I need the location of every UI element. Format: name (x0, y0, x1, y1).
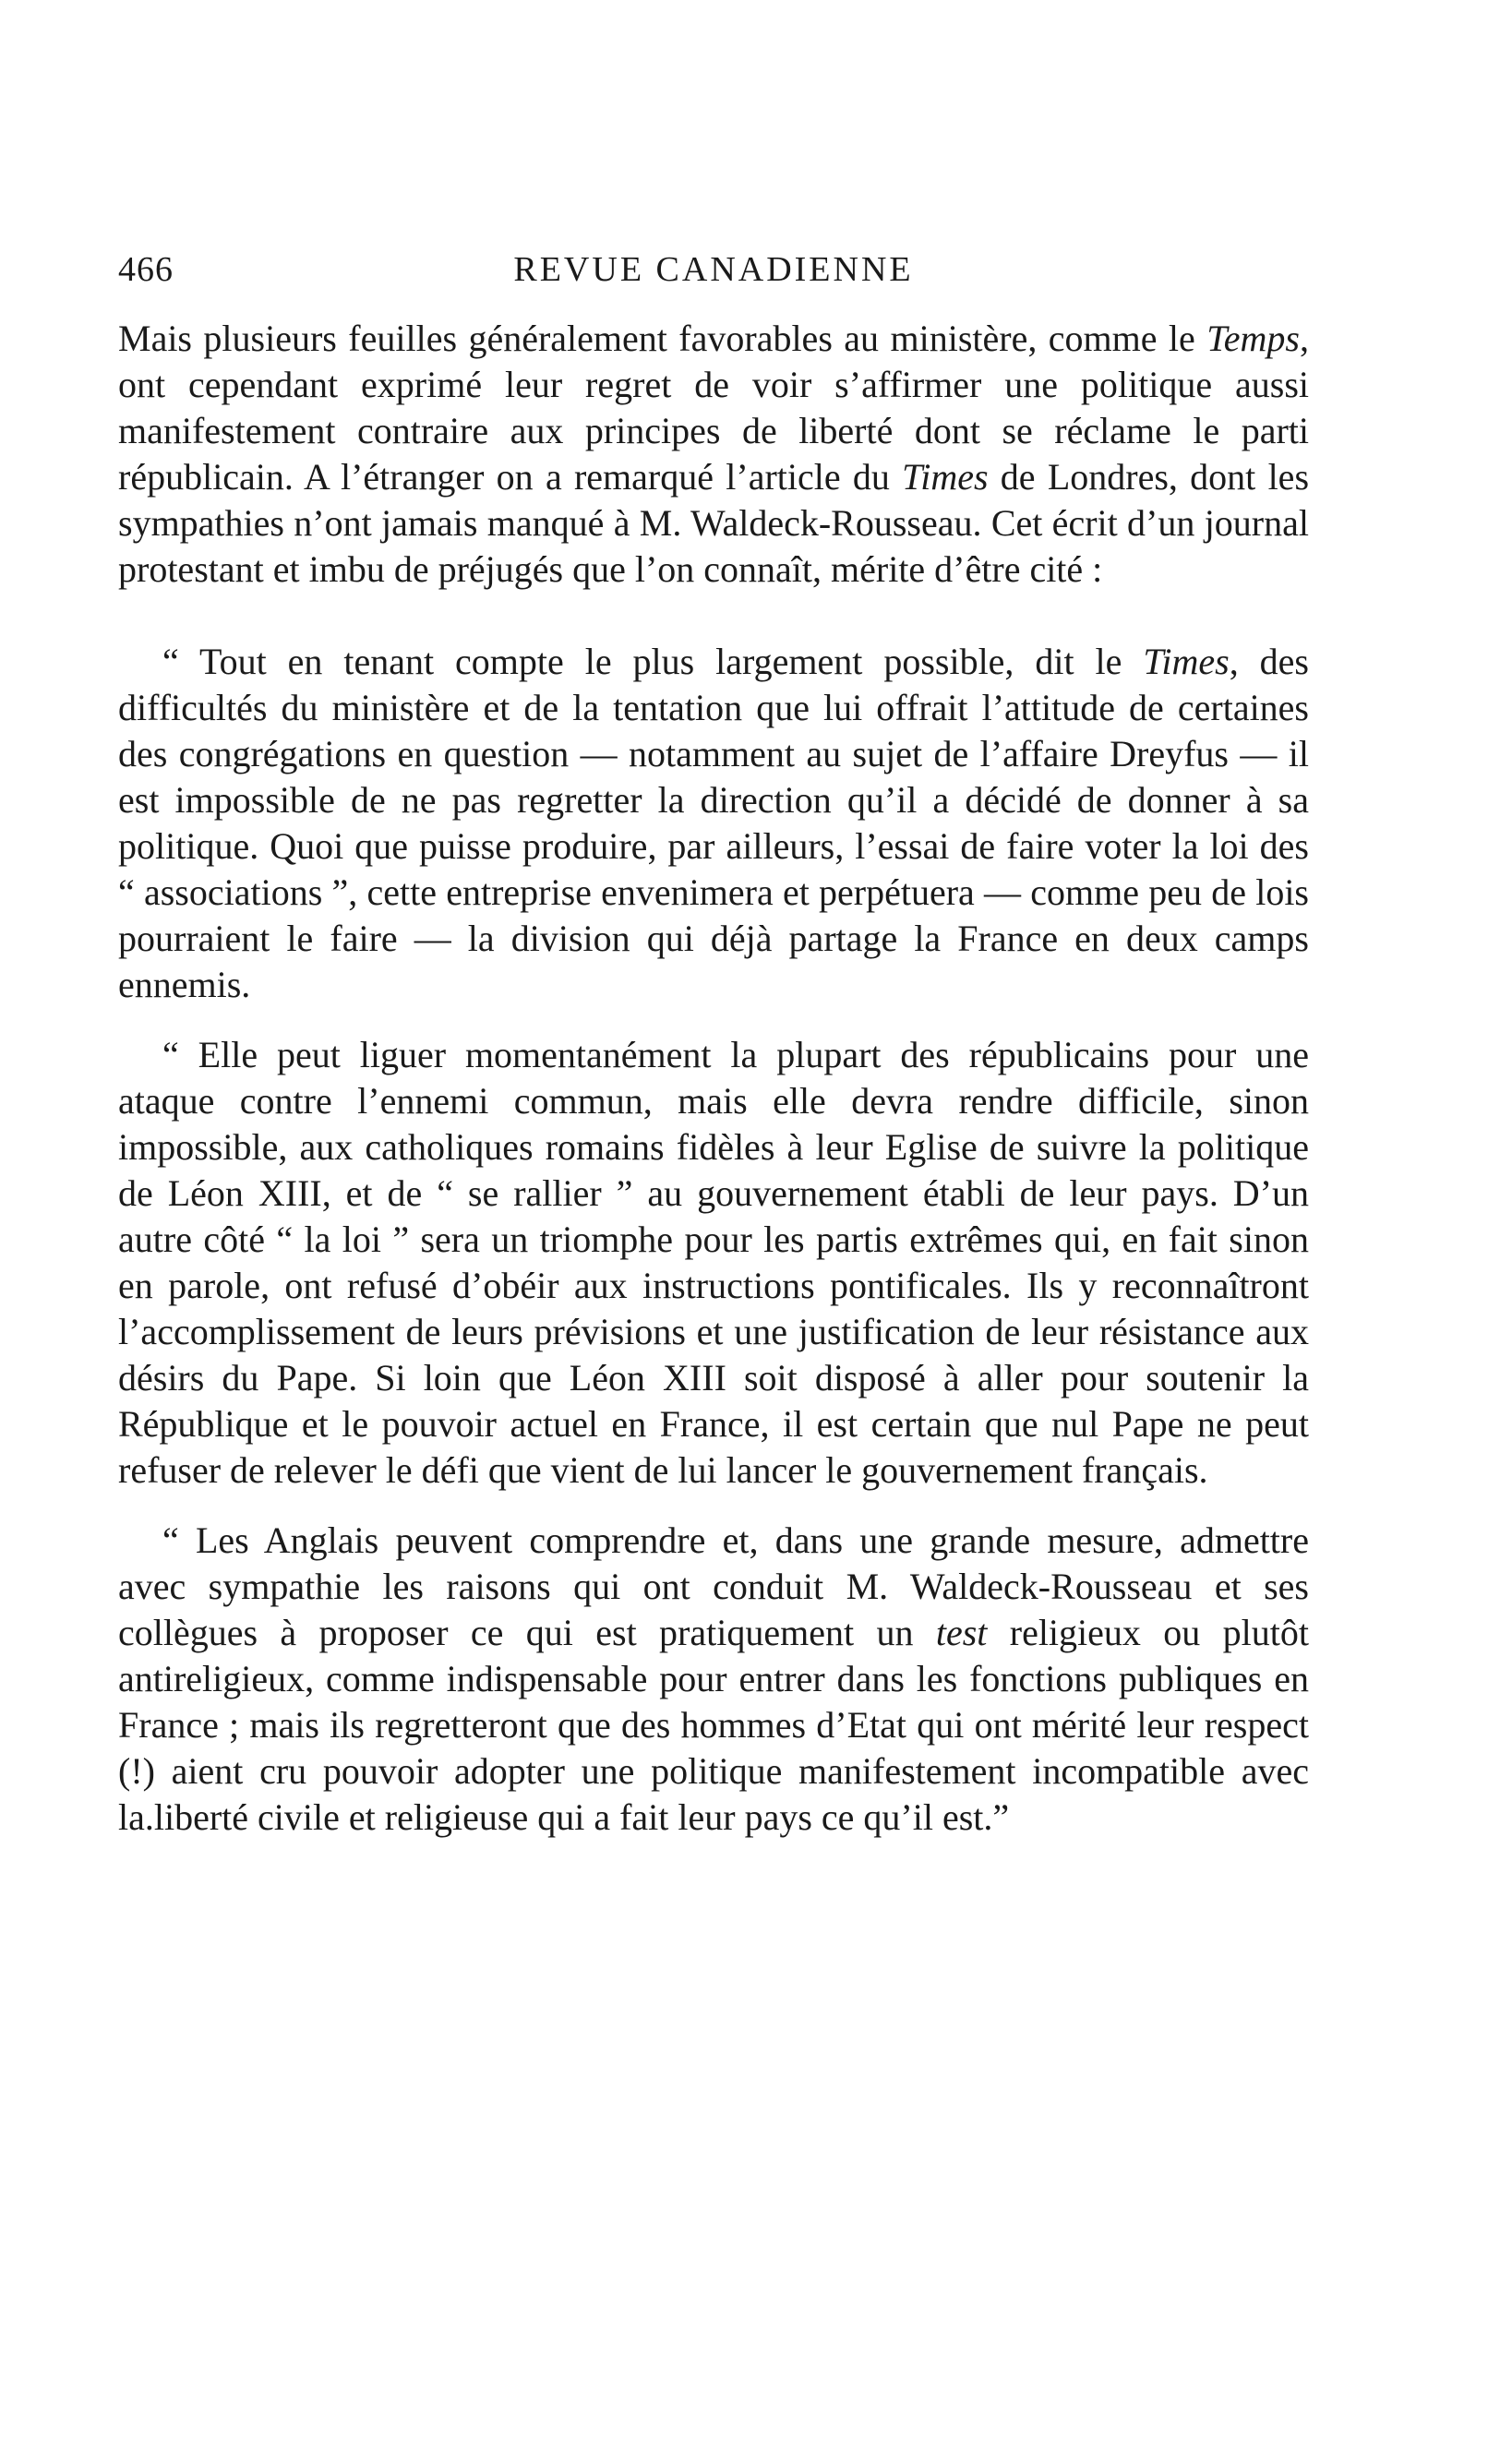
newspaper-name-times: Times (902, 456, 989, 498)
quote3-text-1: “ Les Anglais peuvent comprendre et, dans une grande mesure, admettre avec sympathie les raisons qui ont conduit M. Waldeck-Rousseau et ses collègues à proposer ce qui est pratiquement un (118, 1519, 1309, 1653)
body-text (118, 316, 1309, 1841)
intro-text-2: , ont cependant exprimé leur regret de voir s’affirmer une politique aussi manifestement contraire aux principes de liberté dont se réclame le parti républicain. A l’étranger on a remarqué l’article du (118, 318, 1309, 498)
intro-text-3: de Londres, dont les sympathies n’ont jamais manqué à M. Waldeck-Rousseau. Cet écrit d’un journal protestant et imbu de préjugés que l’on connaît, mérite d’être cité : (118, 456, 1310, 590)
intro-text-1: Mais plusieurs feuilles généralement favorables au ministère, comme le (118, 318, 1207, 359)
quote-paragraph-3 (118, 1518, 1309, 1841)
running-head (118, 249, 1309, 305)
quotation (118, 639, 1309, 1841)
quote-paragraph-1 (118, 639, 1309, 1008)
newspaper-name-temps: Temps (1206, 318, 1300, 359)
journal-title: REVUE CANADIENNE (513, 250, 914, 289)
page (118, 249, 1309, 1865)
quote1-text-1: “ Tout en tenant compte le plus largement possible, dit le (162, 641, 1144, 682)
newspaper-name-times-quote: Times (1143, 641, 1230, 682)
quote1-text-2: , des difficultés du ministère et de la tentation que lui offrait l’attitude de certaines des congrégations en question — notamment au sujet de l’affaire Dreyfus — il est impossible de ne pas regretter la direction qu’il a décidé de donner à sa politique. Quoi que puisse produire, par ailleurs, l’essai de faire voter la loi des “ associations ”, cette entreprise envenimera et perpétuera — comme peu de lois pourraient le faire — la division qui déjà partage la France en deux camps ennemis. (118, 641, 1309, 1005)
intro-paragraph (118, 316, 1309, 593)
italic-word-test: test (935, 1612, 988, 1653)
quote3-text-2: religieux ou plutôt antireligieux, comme indispensable pour entrer dans les fonctions publiques en France ; mais ils regretteront que des hommes d’Etat qui ont mérité leur respect (!) aient cru pouvoir adopter une politique manifestement incompatible avec la.liberté civile et religieuse qui a fait leur pays ce qu’il est.” (118, 1612, 1309, 1838)
quote-paragraph-2 (118, 1032, 1309, 1494)
page-number: 466 (118, 250, 174, 289)
quote2-text: “ Elle peut liguer momentanément la plupart des républicains pour une ataque contre l’ennemi commun, mais elle devra rendre difficile, sinon impossible, aux catholiques romains fidèles à leur Eglise de suivre la politique de Léon XIII, et de “ se rallier ” au gouvernement établi de leur pays. D’un autre côté “ la loi ” sera un triomphe pour les partis extrêmes qui, en fait sinon en parole, ont refusé d’obéir aux instructions pontificales. Ils y reconnaîtront l’accomplissement de leurs prévisions et une justification de leur résistance aux désirs du Pape. Si loin que Léon XIII soit disposé à aller pour soutenir la République et le pouvoir actuel en France, il est certain que nul Pape ne peut refuser de relever le défi que vient de lui lancer le gouvernement français. (118, 1034, 1309, 1491)
